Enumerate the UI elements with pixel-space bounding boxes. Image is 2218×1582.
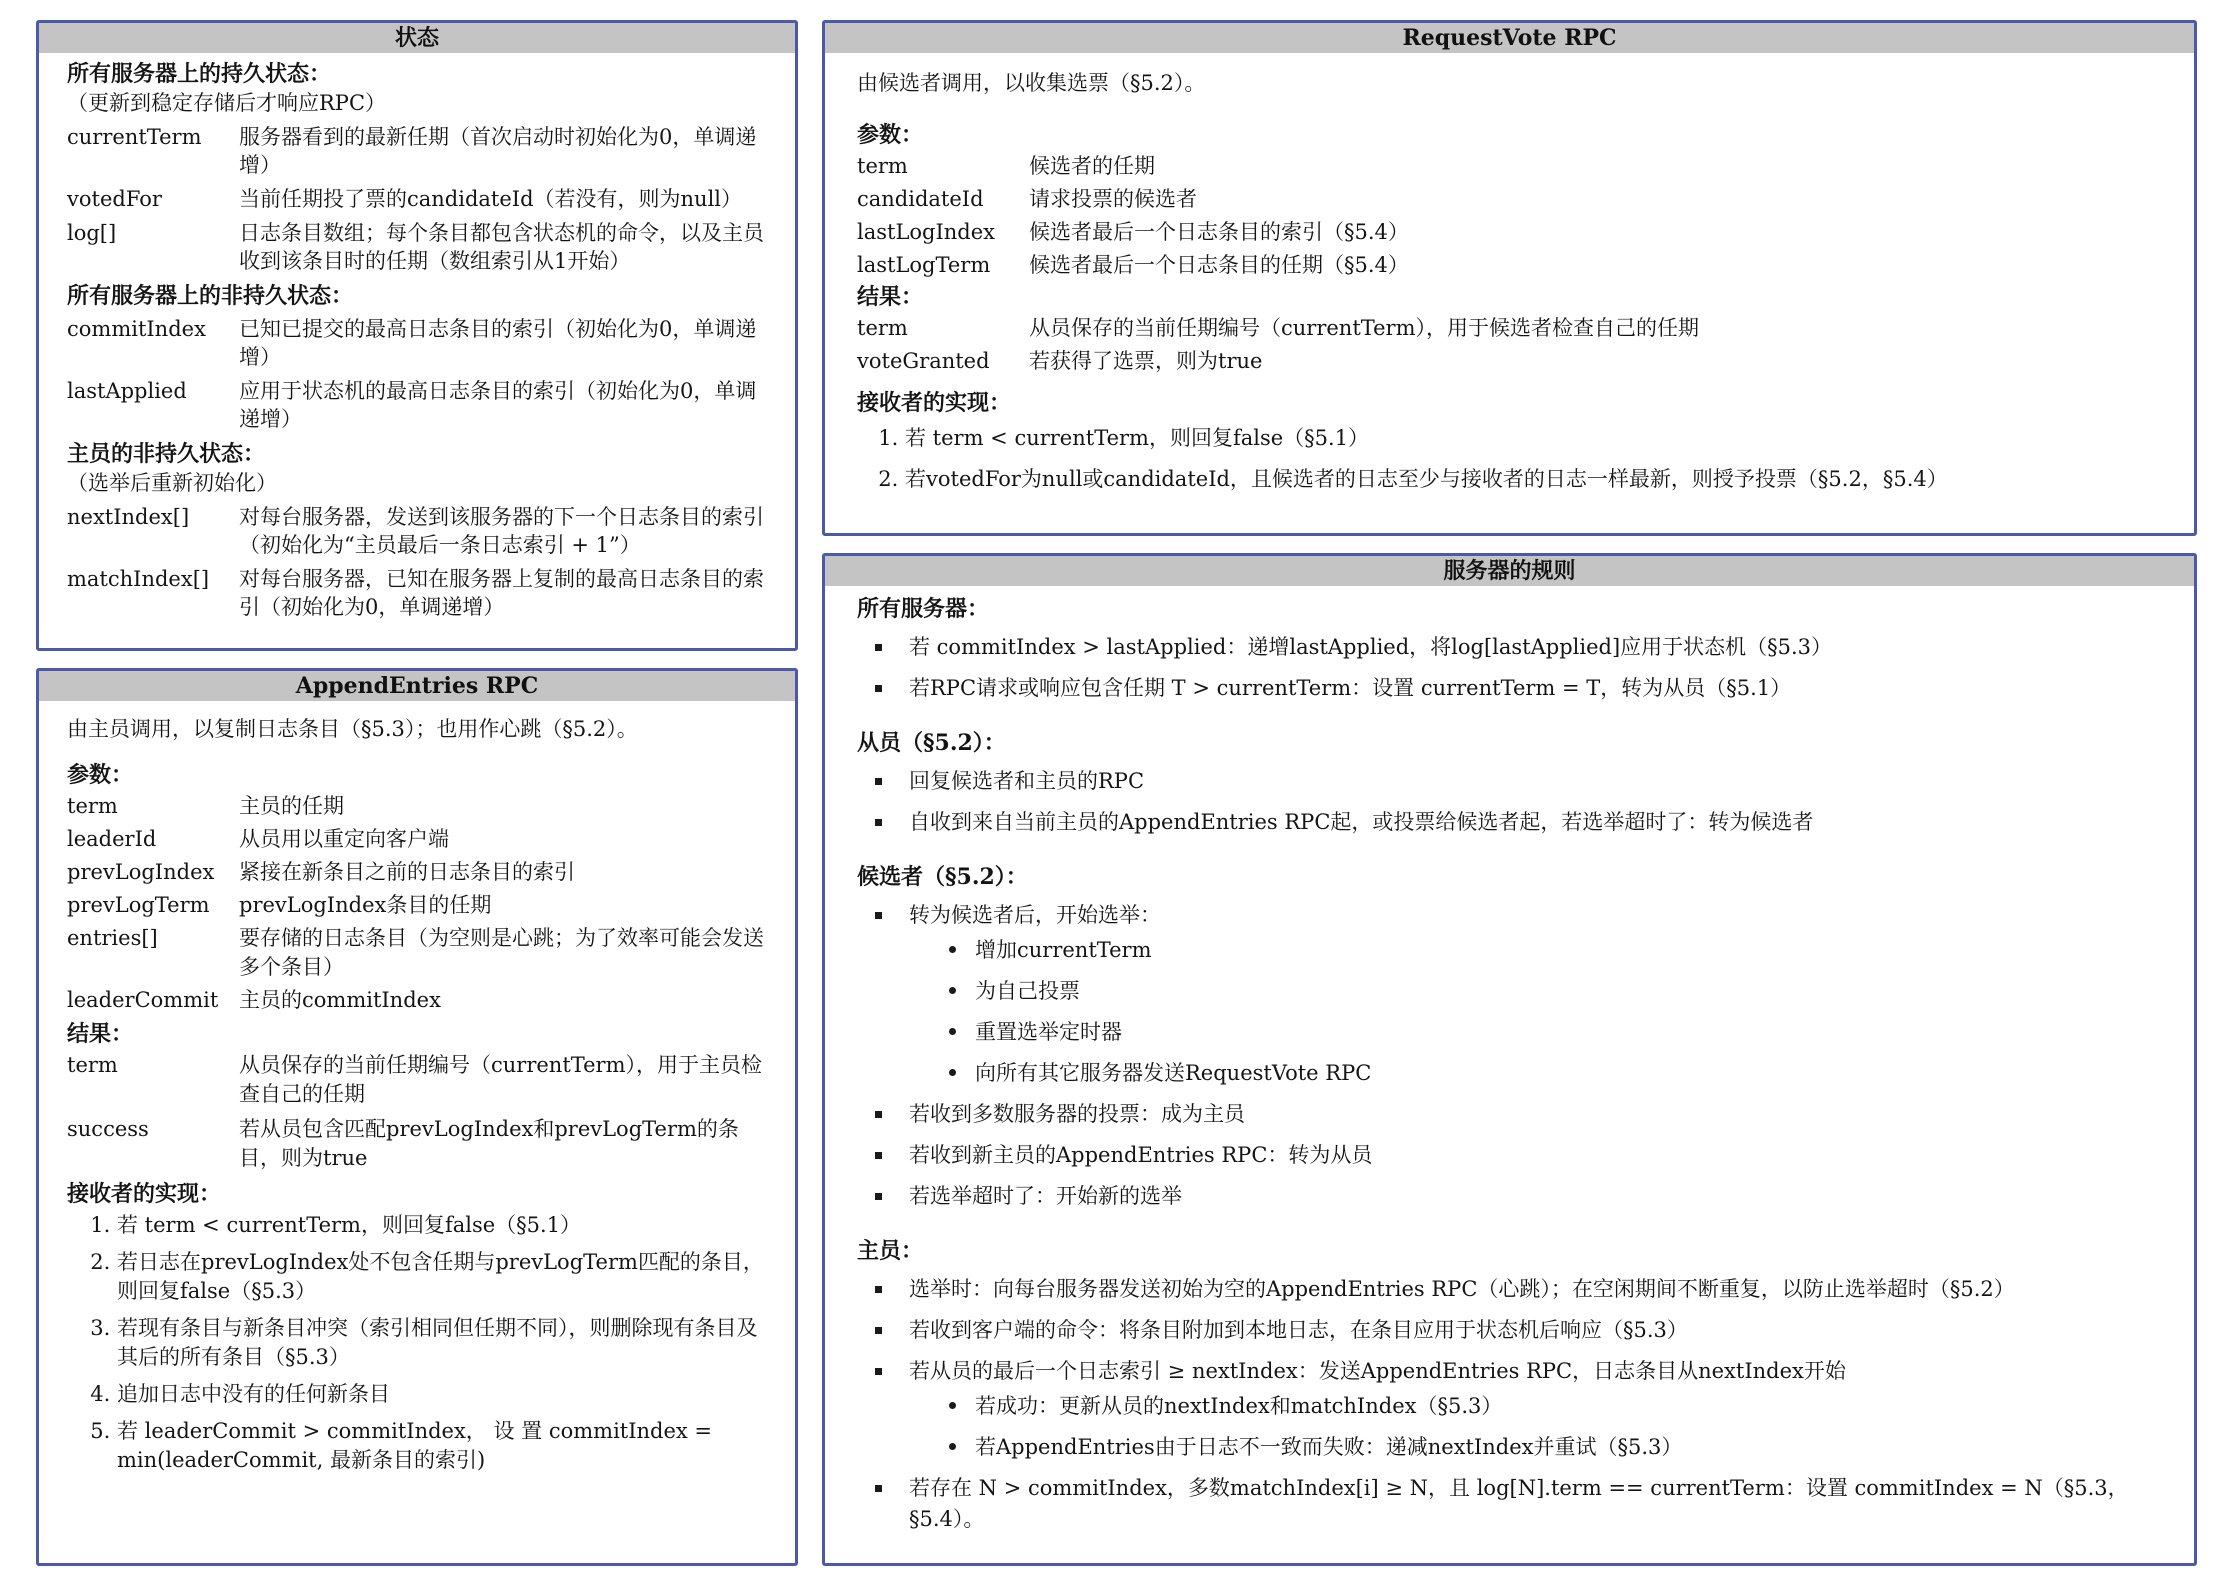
field-name: term — [857, 316, 908, 340]
list-item: 若收到新主员的AppendEntries RPC：转为从员 — [875, 1140, 2166, 1171]
panel-title: 服务器的规则 — [825, 556, 2194, 586]
list-item: 若 commitIndex > lastApplied：递增lastApplied，将log[lastApplied]应用于状态机（§5.3） — [875, 632, 2166, 663]
section-heading: 参数： — [857, 122, 924, 148]
field-name: matchIndex[] — [67, 567, 210, 591]
section-heading: 所有服务器上的非持久状态： — [67, 283, 354, 309]
panel-title: AppendEntries RPC — [39, 671, 795, 701]
list-item: 若选举超时了：开始新的选举 — [875, 1181, 2166, 1212]
field-row — [67, 219, 767, 275]
field-row — [67, 891, 767, 920]
panel-intro: 由候选者调用，以收集选票（§5.2）。 — [857, 71, 1206, 95]
list-item — [875, 1356, 2166, 1463]
section-heading: 接收者的实现： — [857, 390, 1012, 416]
field-name: currentTerm — [67, 125, 202, 149]
list-item-text: 转为候选者后，开始选举： — [909, 903, 1161, 927]
sub-list-item: 为自己投票 — [949, 976, 2166, 1007]
list-item: 5. 若 leaderCommit > commitIndex， 设 置 commitIndex = min(leaderCommit, 最新条目的索引) — [117, 1417, 767, 1475]
field-row — [67, 986, 767, 1015]
list-item: 回复候选者和主员的RPC — [875, 766, 2166, 797]
list-item: 选举时：向每台服务器发送初始为空的AppendEntries RPC（心跳）；在空闲期间不断重复，以防止选举超时（§5.2） — [875, 1274, 2166, 1305]
bullet-list — [857, 900, 2166, 1212]
field-row — [67, 1115, 767, 1173]
field-name: term — [67, 794, 118, 818]
field-row — [857, 150, 2166, 183]
field-desc: 已知已提交的最高日志条目的索引（初始化为0，单调递增） — [239, 317, 757, 369]
vote-body — [825, 53, 2194, 496]
field-desc: prevLogIndex条目的任期 — [239, 893, 492, 917]
list-item: 2. 若votedFor为null或candidateId，且候选者的日志至少与接收者的日志一样最新，则授予投票（§5.2，§5.4） — [905, 463, 2166, 496]
sub-bullet-list — [909, 935, 2166, 1089]
field-name: votedFor — [67, 187, 162, 211]
state-body — [39, 53, 795, 621]
section-heading: 主员： — [857, 1238, 924, 1264]
field-desc: 对每台服务器，已知在服务器上复制的最高日志条目的索引（初始化为0，单调递增） — [239, 567, 764, 619]
field-name: leaderId — [67, 827, 157, 851]
list-item-text: 若从员的最后一个日志索引 ≥ nextIndex：发送AppendEntries RPC，日志条目从nextIndex开始 — [909, 1359, 1846, 1383]
field-desc: 从员用以重定向客户端 — [239, 827, 449, 851]
field-desc: 对每台服务器，发送到该服务器的下一个日志条目的索引（初始化为“主员最后一条日志索引 + 1”） — [239, 505, 764, 557]
section-heading: 所有服务器上的持久状态： — [67, 61, 332, 87]
section-heading: 结果： — [857, 284, 924, 310]
request-vote-panel — [822, 20, 2197, 536]
field-name: entries[] — [67, 926, 158, 950]
field-name: commitIndex — [67, 317, 206, 341]
list-item: 若收到客户端的命令：将条目附加到本地日志，在条目应用于状态机后响应（§5.3） — [875, 1315, 2166, 1346]
field-desc: 若获得了选票，则为true — [1029, 349, 1263, 373]
section-heading: 结果： — [67, 1021, 134, 1047]
field-row — [67, 185, 767, 213]
field-name: log[] — [67, 221, 117, 245]
field-row — [67, 377, 767, 433]
section-note: （更新到稳定存储后才响应RPC） — [67, 91, 387, 115]
field-name: lastApplied — [67, 379, 187, 403]
field-desc: 服务器看到的最新任期（首次启动时初始化为0，单调递增） — [239, 125, 757, 177]
sub-list-item: 重置选举定时器 — [949, 1017, 2166, 1048]
list-item: 1. 若 term < currentTerm，则回复false（§5.1） — [905, 422, 2166, 455]
field-desc: 从员保存的当前任期编号（currentTerm），用于主员检查自己的任期 — [239, 1053, 763, 1106]
list-item: 若收到多数服务器的投票：成为主员 — [875, 1099, 2166, 1130]
list-item: 2. 若日志在prevLogIndex处不包含任期与prevLogTerm匹配的条目，则回复false（§5.3） — [117, 1248, 767, 1306]
field-row — [857, 312, 2166, 345]
list-item: 自收到来自当前主员的AppendEntries RPC起，或投票给候选者起，若选举超时了：转为候选者 — [875, 807, 2166, 838]
field-row — [67, 565, 767, 621]
section-heading: 参数： — [67, 762, 134, 788]
field-desc: 候选者最后一个日志条目的索引（§5.4） — [1029, 220, 1409, 244]
field-row — [67, 315, 767, 371]
section-note: （选举后重新初始化） — [67, 471, 277, 495]
field-row — [67, 503, 767, 559]
field-row — [67, 123, 767, 179]
sub-bullet-list — [909, 1391, 2166, 1463]
rules-body — [825, 586, 2194, 1535]
field-desc: 紧接在新条目之前的日志条目的索引 — [239, 860, 575, 884]
field-row — [67, 792, 767, 821]
field-name: lastLogIndex — [857, 220, 996, 244]
field-name: prevLogIndex — [67, 860, 215, 884]
panel-title: 状态 — [39, 23, 795, 53]
field-row — [857, 249, 2166, 282]
section-heading: 从员（§5.2）： — [857, 730, 1006, 756]
field-row — [857, 183, 2166, 216]
field-name: term — [857, 154, 908, 178]
field-name: success — [67, 1117, 149, 1141]
section-heading: 接收者的实现： — [67, 1181, 222, 1207]
field-name: prevLogTerm — [67, 893, 210, 917]
list-item: 3. 若现有条目与新条目冲突（索引相同但任期不同），则删除现有条目及其后的所有条目（§5.3） — [117, 1314, 767, 1372]
field-desc: 若从员包含匹配prevLogIndex和prevLogTerm的条目，则为true — [239, 1117, 739, 1170]
panel-intro: 由主员调用，以复制日志条目（§5.3）；也用作心跳（§5.2）。 — [67, 717, 638, 741]
receiver-steps — [857, 422, 2166, 496]
field-name: leaderCommit — [67, 988, 219, 1012]
field-row — [67, 858, 767, 887]
field-desc: 要存储的日志条目（为空则是心跳；为了效率可能会发送多个条目） — [239, 926, 764, 979]
field-name: term — [67, 1053, 118, 1077]
field-name: nextIndex[] — [67, 505, 190, 529]
field-name: candidateId — [857, 187, 984, 211]
field-desc: 候选者的任期 — [1029, 154, 1155, 178]
field-row — [67, 1051, 767, 1109]
bullet-list — [857, 632, 2166, 704]
append-entries-panel — [36, 668, 798, 1566]
sub-list-item: 若成功：更新从员的nextIndex和matchIndex（§5.3） — [949, 1391, 2166, 1422]
sub-list-item: 若AppendEntries由于日志不一致而失败：递减nextIndex并重试（§5.3） — [949, 1432, 2166, 1463]
field-desc: 主员的任期 — [239, 794, 344, 818]
list-item: 4. 追加日志中没有的任何新条目 — [117, 1380, 767, 1409]
field-row — [67, 825, 767, 854]
section-heading: 候选者（§5.2）： — [857, 864, 1028, 890]
field-desc: 应用于状态机的最高日志条目的索引（初始化为0，单调递增） — [239, 379, 757, 431]
bullet-list — [857, 766, 2166, 838]
field-desc: 日志条目数组；每个条目都包含状态机的命令，以及主员收到该条目时的任期（数组索引从1开始） — [239, 221, 764, 273]
sub-list-item: 向所有其它服务器发送RequestVote RPC — [949, 1058, 2166, 1089]
field-desc: 候选者最后一个日志条目的任期（§5.4） — [1029, 253, 1409, 277]
field-name: lastLogTerm — [857, 253, 991, 277]
list-item: 1. 若 term < currentTerm，则回复false（§5.1） — [117, 1211, 767, 1240]
list-item: 若RPC请求或响应包含任期 T > currentTerm：设置 currentTerm = T，转为从员（§5.1） — [875, 673, 2166, 704]
state-panel — [36, 20, 798, 651]
sub-list-item: 增加currentTerm — [949, 935, 2166, 966]
section-heading: 所有服务器： — [857, 596, 990, 622]
field-desc: 当前任期投了票的candidateId（若没有，则为null） — [239, 187, 743, 211]
field-row — [857, 216, 2166, 249]
list-item — [875, 900, 2166, 1089]
field-desc: 主员的commitIndex — [239, 988, 441, 1012]
bullet-list — [857, 1274, 2166, 1535]
receiver-steps — [67, 1211, 767, 1475]
field-desc: 请求投票的候选者 — [1029, 187, 1197, 211]
list-item: 若存在 N > commitIndex，多数matchIndex[i] ≥ N，且 log[N].term == currentTerm：设置 commitIndex = N（§5.3，§5.4）。 — [875, 1473, 2166, 1535]
server-rules-panel — [822, 553, 2197, 1566]
field-desc: 从员保存的当前任期编号（currentTerm），用于候选者检查自己的任期 — [1029, 316, 1700, 340]
append-body — [39, 701, 795, 1475]
field-name: voteGranted — [857, 349, 990, 373]
section-heading: 主员的非持久状态： — [67, 441, 266, 467]
field-row — [857, 345, 2166, 378]
panel-title: RequestVote RPC — [825, 23, 2194, 53]
field-row — [67, 924, 767, 982]
